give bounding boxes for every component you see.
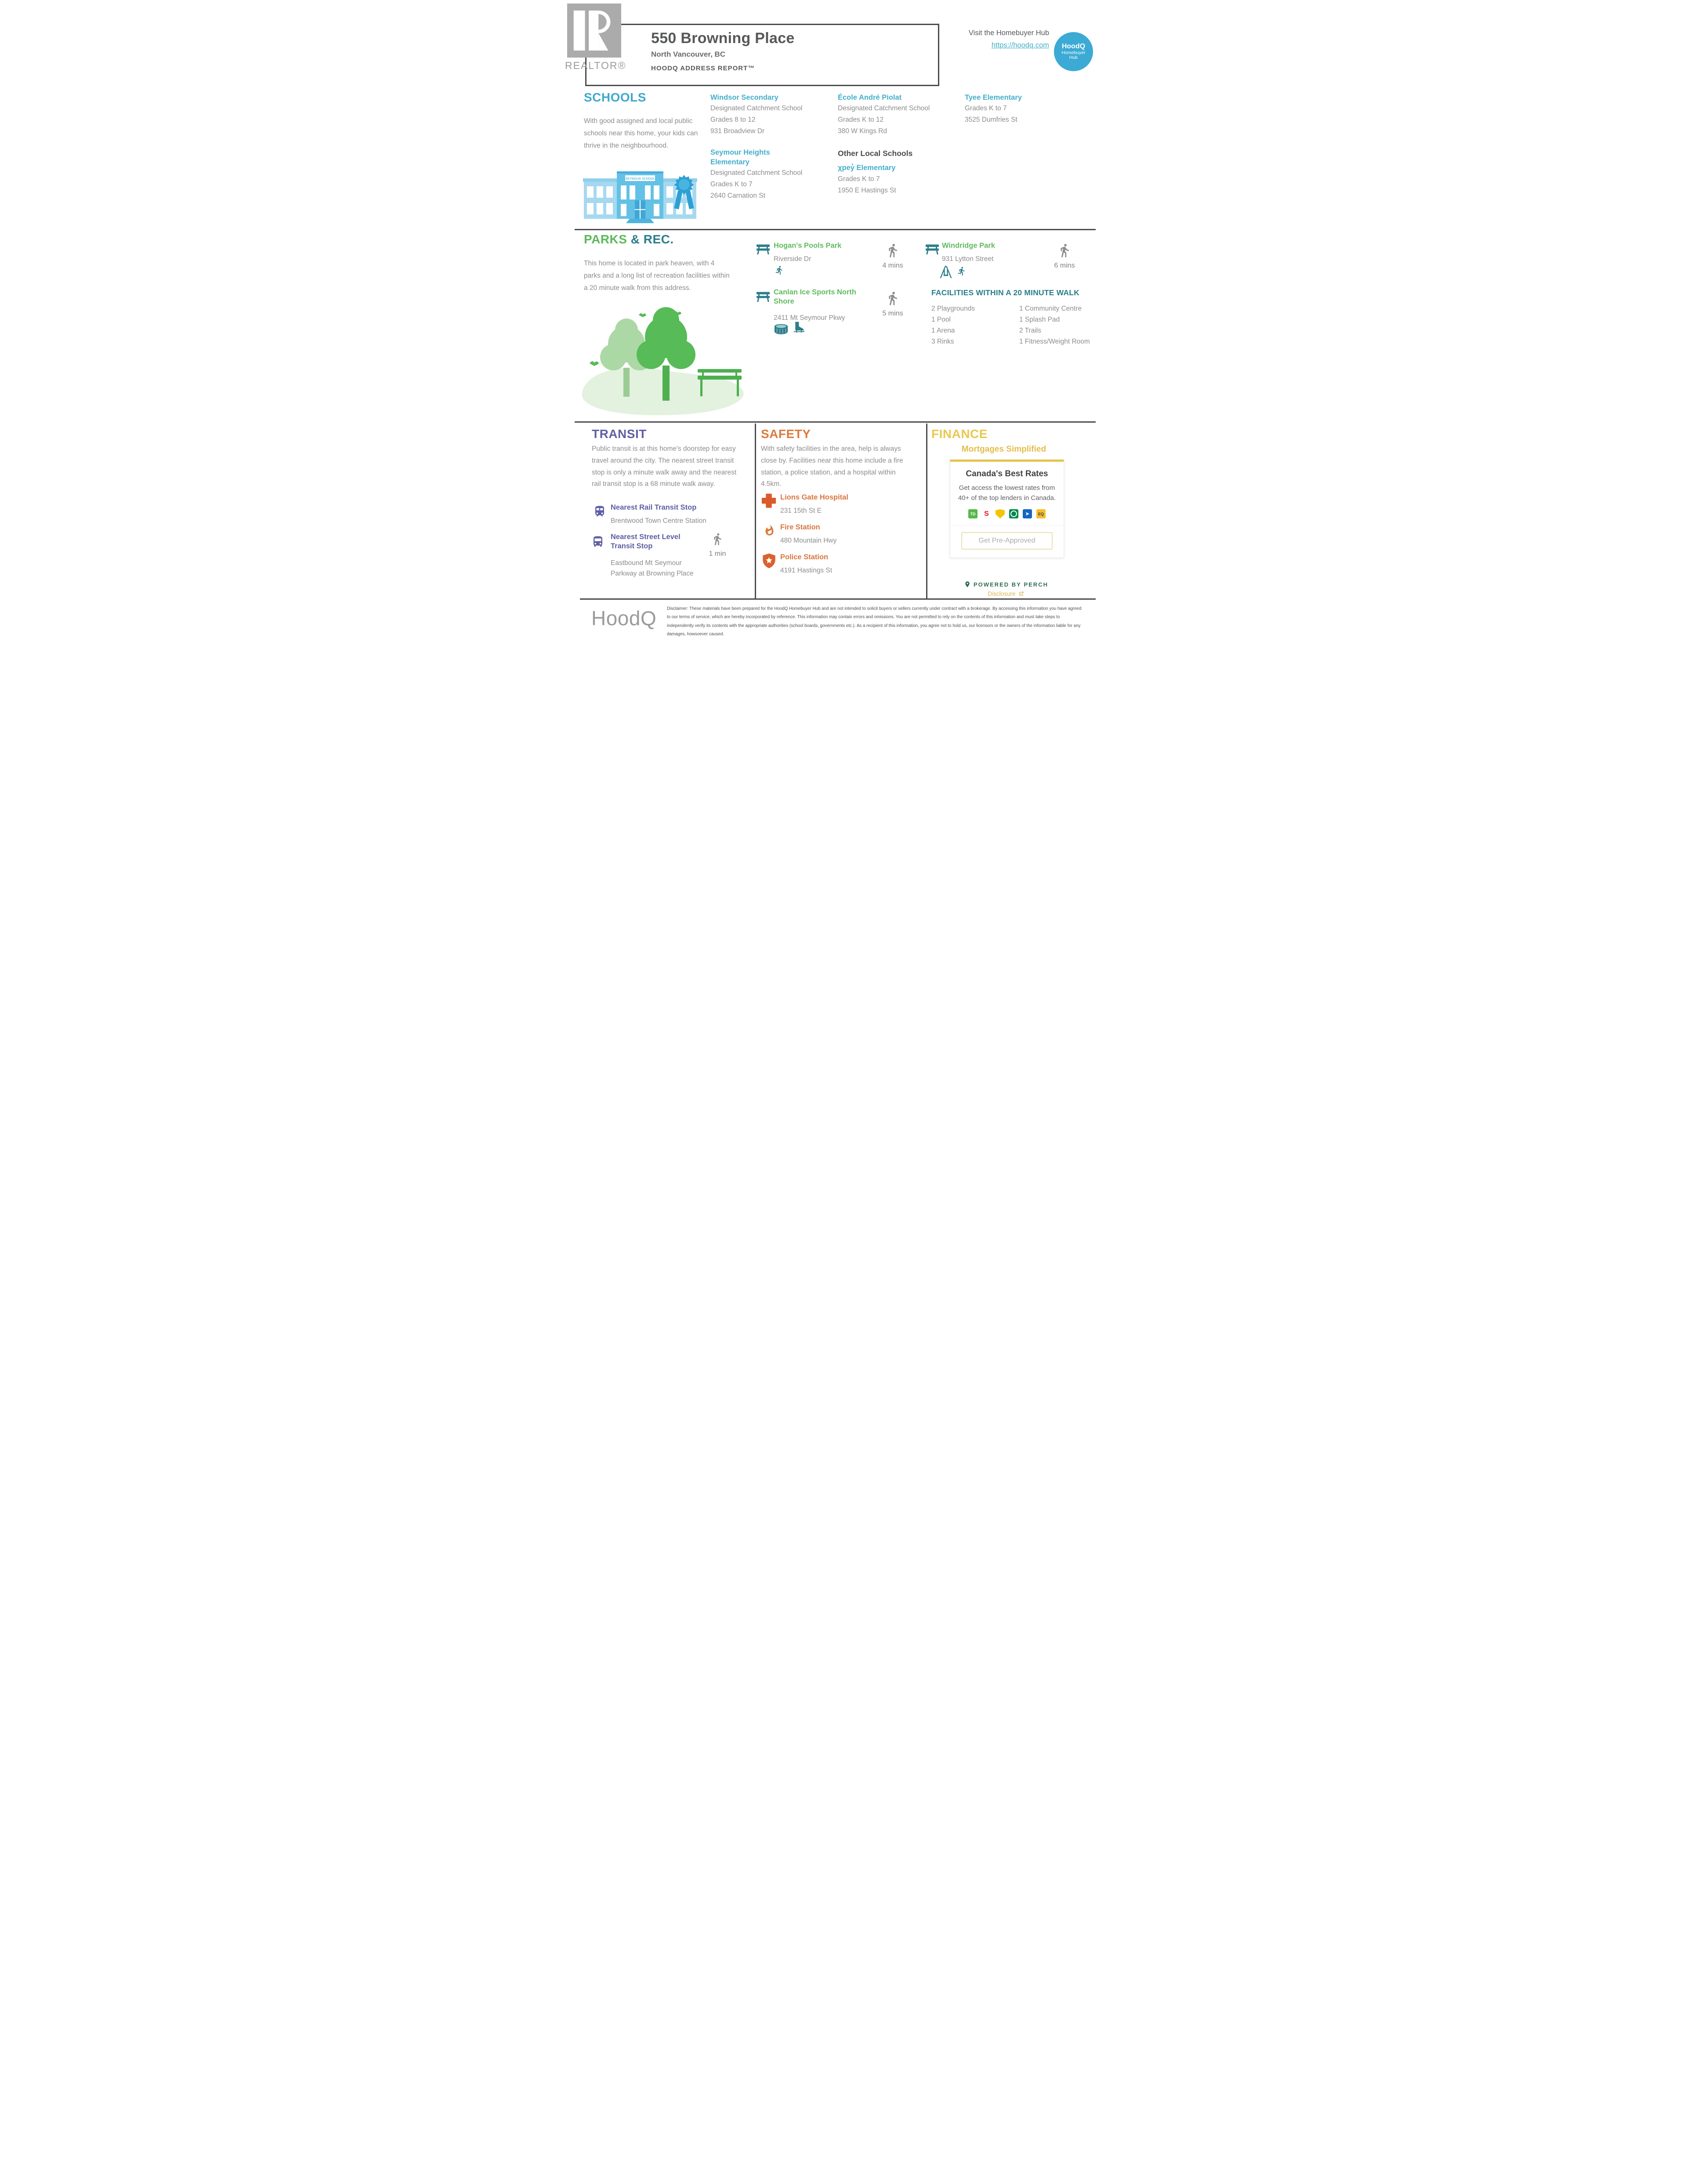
walk-time-windridge: 6 mins — [1054, 262, 1075, 269]
schools-column-2 — [838, 93, 957, 196]
hospital-name: Lions Gate Hospital — [780, 493, 848, 501]
facility-item: 2 Trails — [1019, 327, 1041, 335]
police-station-address: 4191 Hastings St — [780, 567, 833, 574]
school-piolat — [838, 93, 957, 137]
page-title: 550 Browning Place — [651, 30, 795, 47]
hoodq-address-report-page — [562, 0, 1125, 728]
card-text: Get access the lowest rates from 40+ of the top lenders in Canada. — [958, 484, 1056, 502]
hospital-address: 231 15th St E — [780, 507, 822, 514]
td-bank-logo: TD — [968, 509, 977, 518]
disclosure-text: Disclosure — [988, 590, 1016, 597]
facility-item: 1 Pool — [931, 316, 951, 324]
school-type: Designated Catchment School — [710, 105, 803, 112]
facilities-column-1 — [931, 303, 975, 347]
train-icon — [593, 504, 606, 519]
school-address: 3525 Dumfries St — [965, 116, 1017, 124]
finance-section-title: FINANCE — [931, 427, 988, 441]
street-stop-name: Eastbound Mt Seymour Parkway at Browning Place — [611, 559, 694, 578]
parks-section-title — [584, 232, 674, 246]
school-building-icon — [582, 162, 699, 223]
school-grades: Grades K to 12 — [838, 116, 884, 124]
schools-column-1 — [710, 93, 830, 201]
park-illustration — [575, 288, 755, 420]
facilities-heading: FACILITIES WITHIN A 20 MINUTE WALK — [931, 288, 1080, 297]
park-name-canlan: Canlan Ice Sports North Shore — [774, 288, 856, 306]
eq-bank-logo: EQ — [1036, 509, 1046, 518]
column-divider-transit-safety — [755, 424, 756, 598]
gold-shield-bank-logo — [996, 509, 1005, 518]
pool-icon — [774, 323, 789, 335]
school-name: École André Piolat — [838, 94, 902, 101]
report-title-block — [651, 30, 795, 72]
svg-text:SEYMOUR SCHOOL: SEYMOUR SCHOOL — [625, 177, 655, 181]
school-windsor — [710, 93, 830, 137]
other-local-schools-heading: Other Local Schools — [838, 149, 913, 158]
realtor-wordmark: REALTOR® — [565, 60, 626, 71]
walk-icon — [885, 289, 900, 308]
police-shield-icon — [762, 553, 776, 569]
hospital-cross-icon — [761, 492, 777, 508]
transit-intro: Public transit is at this home's doorstep for easy travel around the city. The nearest street transit stop is only a minute walk away and the nearest rail transit stop is a 68 minute walk away. — [592, 445, 737, 488]
park-address-windridge: 931 Lytton Street — [942, 255, 994, 263]
school-address: 1950 E Hastings St — [838, 186, 896, 194]
school-grades: Grades 8 to 12 — [710, 116, 756, 124]
parks-title-green: PARKS — [584, 232, 627, 246]
school-address: 2640 Carnation St — [710, 192, 765, 200]
location-pin-icon — [964, 581, 971, 588]
hoodq-footer-logo: HoodQ — [591, 607, 657, 630]
facility-item: 1 Community Centre — [1019, 305, 1082, 312]
transit-section-title: TRANSIT — [592, 427, 647, 441]
walk-time-canlan: 5 mins — [882, 310, 903, 317]
badge-brand: HoodQ — [1061, 42, 1086, 50]
school-name: Tyee Elementary — [965, 94, 1022, 101]
hoodq-link[interactable]: https://hoodq.com — [991, 41, 1049, 49]
school-building-illustration — [582, 162, 699, 223]
facility-item: 1 Fitness/Weight Room — [1019, 338, 1090, 346]
rail-stop-title: Nearest Rail Transit Stop — [611, 503, 697, 511]
bench-icon — [756, 243, 770, 255]
get-pre-approved-button[interactable]: Get Pre-Approved — [961, 532, 1053, 550]
parks-intro: This home is located in park heaven, with 4 parks and a long list of recreation facilities within a 20 minute walk from this address. — [584, 260, 730, 292]
bench-icon — [756, 290, 770, 302]
facilities-column-2 — [1019, 303, 1090, 347]
rail-stop-name: Brentwood Town Centre Station — [611, 517, 706, 525]
school-grades: Grades K to 7 — [838, 175, 880, 183]
powered-by-perch — [940, 581, 1072, 588]
footer-divider — [580, 598, 1096, 600]
fire-icon — [764, 523, 775, 538]
mortgage-rates-card — [950, 460, 1064, 558]
perch-brand-text: PERCH — [1024, 581, 1048, 588]
scotiabank-logo: S — [982, 509, 991, 518]
safety-section-title: SAFETY — [761, 427, 811, 441]
park-address-canlan: 2411 Mt Seymour Pkwy — [774, 314, 845, 322]
facility-item: 1 Arena — [931, 327, 955, 335]
school-name: Seymour Heights Elementary — [710, 148, 770, 166]
section-divider-parks-bottom — [575, 421, 1096, 423]
facility-item: 3 Rinks — [931, 338, 954, 346]
schools-column-3 — [965, 93, 1084, 125]
bus-icon — [590, 535, 605, 548]
card-divider — [950, 525, 1064, 526]
park-name-hogans: Hogan's Pools Park — [774, 242, 842, 250]
school-xpey — [838, 163, 957, 196]
badge-line3: Hub — [1069, 55, 1078, 61]
footer-disclaimer: Disclaimer: These materials have been prepared for the HoodQ Homebuyer Hub and are not intended to solicit buyers or sellers currently under contract with a brokerage. By accessing this information you have agreed to our terms of service, which are hereby incorporated by reference. This information may contain errors and omissions. You are not permitted to rely on the contents of this information and must take steps to independently verify its contents with the appropriate authorities (school boards, governments etc.). As a recipient of this information, you agree not to hold us, our licensors or the owners of the information liable for any damages, howsoever caused. — [667, 606, 1082, 637]
school-grades: Grades K to 7 — [965, 105, 1007, 112]
realtor-logo — [567, 4, 622, 58]
school-address: 380 W Kings Rd — [838, 127, 887, 135]
bench-icon — [925, 243, 939, 255]
school-type: Designated Catchment School — [838, 105, 930, 112]
facility-item: 1 Splash Pad — [1019, 316, 1060, 324]
walk-icon — [885, 241, 900, 260]
school-seymour — [710, 148, 830, 201]
blue-arrow-bank-logo: ➤ — [1023, 509, 1032, 518]
badge-line2: Homebuyer — [1061, 50, 1086, 55]
homebuyer-hub-block — [901, 29, 1049, 50]
dark-tree-icon — [637, 307, 695, 369]
report-type-label: HOODQ ADDRESS REPORT™ — [651, 65, 755, 72]
walk-icon — [711, 531, 724, 547]
card-title: Canada's Best Rates — [966, 469, 1048, 478]
park-address-hogans: Riverside Dr — [774, 255, 811, 263]
park-scene-icon — [575, 288, 755, 420]
ice-skate-icon — [793, 321, 804, 334]
safety-intro: With safety facilities in the area, help is always close by. Facilities near this home include a fire station, a police station, and a hospital within 4.5km. — [761, 445, 903, 488]
walk-icon — [1057, 241, 1072, 260]
schools-intro: With good assigned and local public schools near this home, your kids can thrive in the neighbourhood. — [584, 117, 698, 149]
mortgages-simplified-heading: Mortgages Simplified — [961, 445, 1046, 454]
walk-time-hogans: 4 mins — [882, 262, 903, 269]
powered-by-text: POWERED BY — [974, 581, 1021, 588]
lender-logos-row — [950, 509, 1064, 518]
school-name: χpey̓ Elementary — [838, 164, 896, 172]
school-name: Windsor Secondary — [710, 94, 778, 101]
park-name-windridge: Windridge Park — [942, 242, 995, 250]
walk-time-street-stop: 1 min — [709, 550, 726, 558]
school-tyee — [965, 93, 1084, 125]
school-grades: Grades K to 7 — [710, 181, 753, 188]
schools-section-title: SCHOOLS — [584, 91, 646, 104]
hoodq-homebuyer-hub-badge[interactable] — [1054, 32, 1093, 71]
hub-cta-text: Visit the Homebuyer Hub — [968, 29, 1049, 37]
green-circle-bank-logo — [1009, 509, 1018, 518]
facility-item: 2 Playgrounds — [931, 305, 975, 312]
section-divider-schools-parks — [575, 229, 1096, 230]
page-subtitle: North Vancouver, BC — [651, 50, 726, 58]
realtor-r-icon — [567, 4, 622, 58]
parks-title-teal: & REC. — [627, 232, 674, 246]
fire-station-address: 480 Mountain Hwy — [780, 537, 837, 544]
external-link-icon — [1019, 591, 1024, 596]
school-type: Designated Catchment School — [710, 169, 803, 177]
swing-icon — [939, 264, 952, 280]
fire-station-name: Fire Station — [780, 523, 820, 531]
disclosure-link[interactable] — [940, 590, 1072, 597]
column-divider-safety-finance — [926, 424, 927, 598]
police-station-name: Police Station — [780, 553, 829, 561]
school-address: 931 Broadview Dr — [710, 127, 765, 135]
runner-icon — [775, 264, 784, 276]
street-stop-title: Nearest Street Level Transit Stop — [611, 533, 681, 551]
runner-icon — [957, 265, 967, 277]
